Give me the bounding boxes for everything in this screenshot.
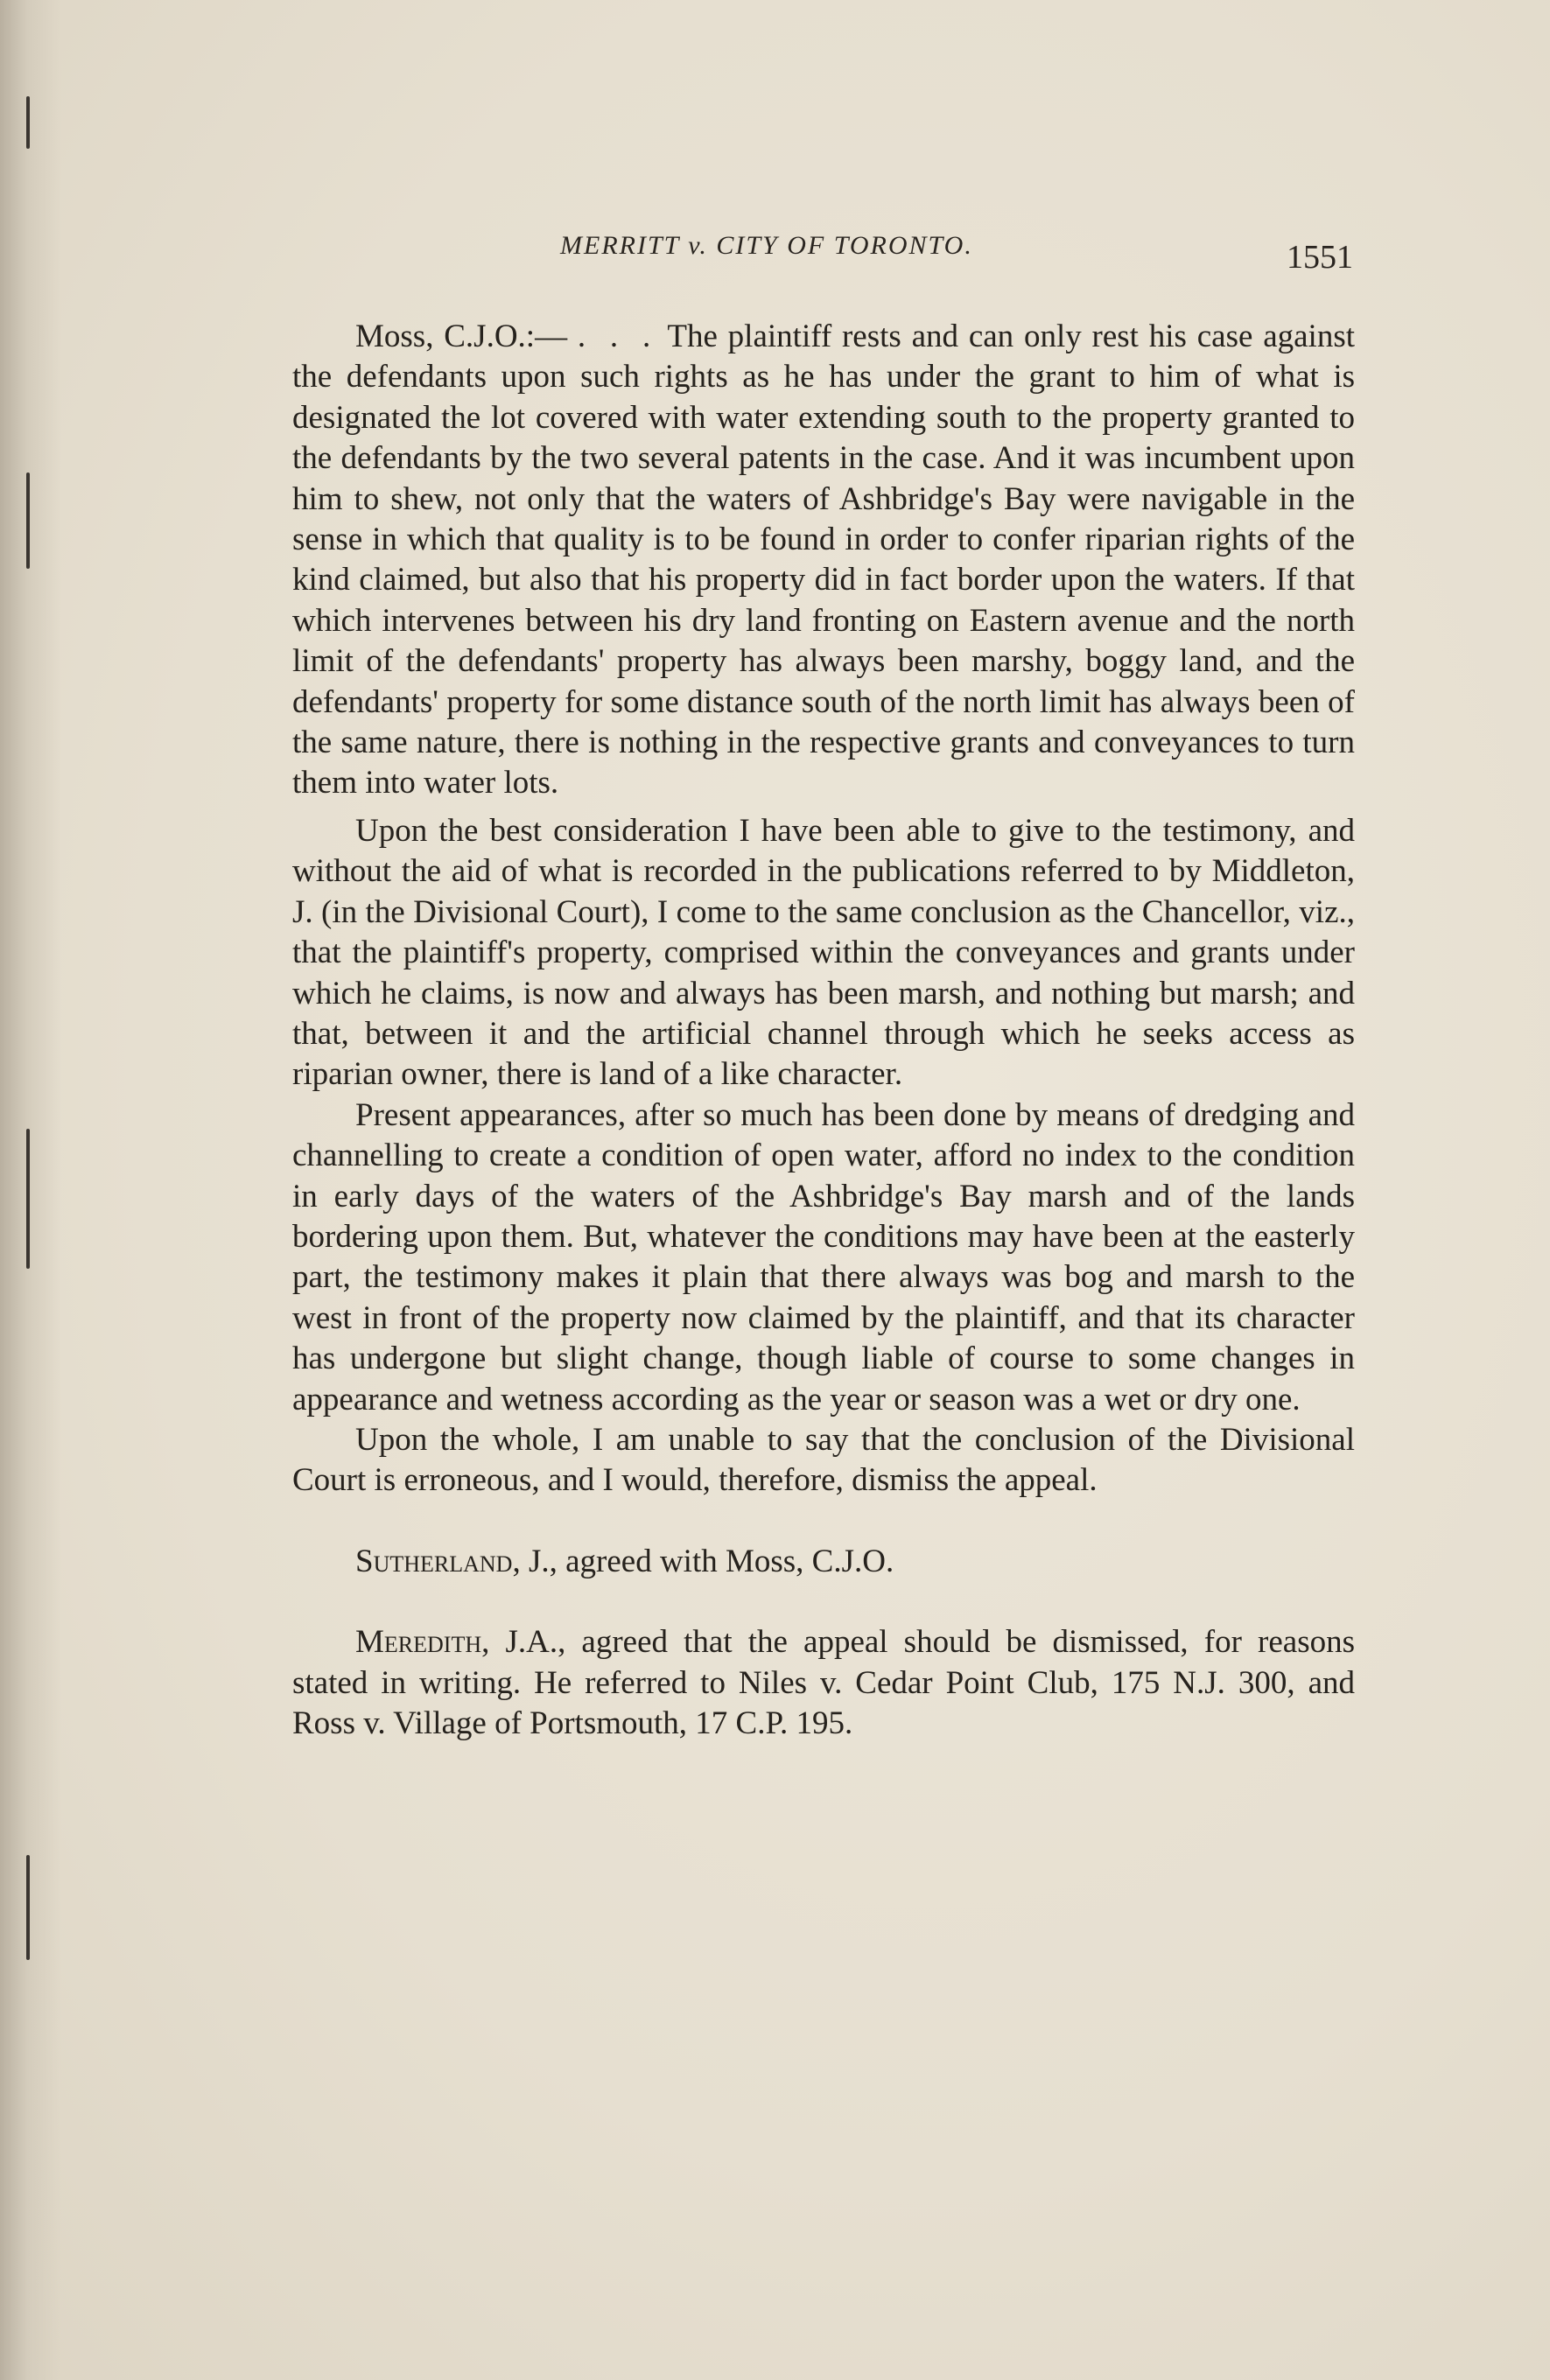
binding-mark — [26, 472, 30, 569]
gutter-shadow — [0, 0, 61, 2380]
binding-mark — [26, 1855, 30, 1960]
speaker-name: Sutherland — [355, 1543, 513, 1579]
paragraph-consideration — [292, 811, 1355, 1096]
binding-mark — [26, 96, 30, 149]
paragraph-text: , J., agreed with Moss, C.J.O. — [512, 1543, 894, 1579]
running-title: MERRITT v. CITY OF TORONTO. — [560, 231, 973, 260]
running-head — [298, 226, 1365, 278]
paragraph-text: , J.A., agreed that the appeal should be dismissed, for reasons stated in writing. He referred to Niles v. Cedar Point Club, 175 N.J. 300, and Ross v. Village of Portsmouth, 17 C.P. 195. — [292, 1624, 1355, 1741]
paragraph-present-appearances — [292, 1096, 1355, 1420]
speaker-name: Meredith — [355, 1624, 482, 1661]
body-text — [292, 317, 1355, 1744]
paragraph-text: Upon the whole, I am unable to say that the conclusion of the Divisional Court is erroneous, and I would, therefore, dismiss the appeal. — [292, 1421, 1355, 1499]
speaker-name: Moss, C.J.O. — [355, 318, 526, 354]
intro-punctuation: :— — [525, 318, 568, 354]
ellipsis: . . . — [577, 318, 658, 354]
paragraph-sutherland — [292, 1542, 1355, 1582]
paragraph-meredith — [292, 1622, 1355, 1744]
binding-mark — [26, 1129, 30, 1269]
page-number: 1551 — [1287, 239, 1353, 276]
paragraph-opinion-moss — [292, 317, 1355, 804]
paragraph-text: The plaintiff rests and can only rest his case against the defendants upon such rights as he has under the grant to him of what is designated the lot covered with water extending south to the property granted to the defendants by the two several patents in the case. And it was incumbent upon him to shew, not only that the waters of Ashbridge's Bay were navigable in the sense in which that quality is to be found in order to confer riparian rights of the kind claimed, but also that his property did in fact border upon the waters. If that which intervenes between his dry land fronting on Eastern avenue and the north limit of the defendants' property has always been marshy, boggy land, and the defendants' property for some distance south of the north limit has always been of the same nature, there is nothing in the respective grants and conveyances to turn them into water lots. — [292, 318, 1355, 802]
paragraph-text: Present appearances, after so much has been done by means of dredging and channelling to create a condition of open water, afford no index to the condition in early days of the waters of the Ashbridge's Bay marsh and of the lands bordering upon them. But, whatever the conditions may have been at the easterly part, the testimony makes it plain that there always was bog and marsh to the west in front of the property now claimed by the plaintiff, and that its character has undergone but slight change, though liable of course to some changes in appearance and wetness according as the year or season was a wet or dry one. — [292, 1096, 1355, 1418]
paragraph-conclusion — [292, 1420, 1355, 1502]
paragraph-text: Upon the best consideration I have been able to give to the testimony, and without the aid of what is recorded in the publications referred to by Middleton, J. (in the Divisional Court), I come to the same conclusion as the Chancellor, viz., that the plaintiff's property, comprised within the conveyances and grants under which he claims, is now and always has been marsh, and nothing but marsh; and that, between it and the artificial channel through which he seeks access as riparian owner, there is land of a like character. — [292, 812, 1355, 1093]
